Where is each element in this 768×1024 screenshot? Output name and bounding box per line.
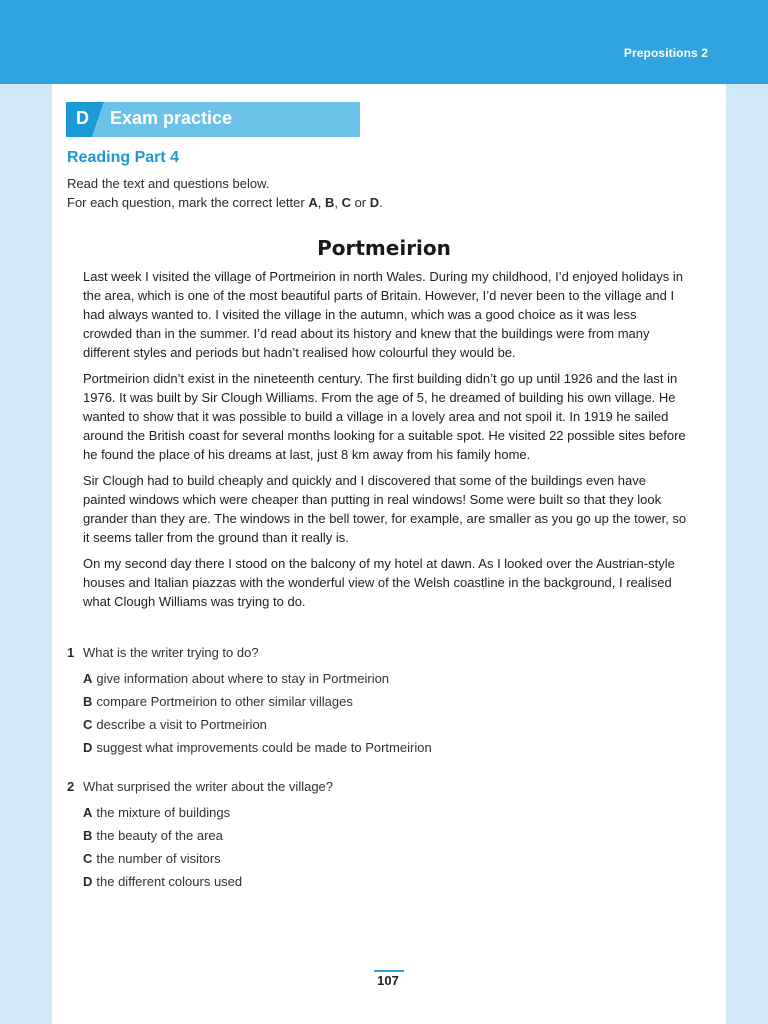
- question-number: 2: [67, 779, 75, 794]
- option-letter: D: [83, 874, 93, 889]
- instructions: [67, 174, 383, 212]
- top-color-band: [0, 0, 768, 84]
- instruction-letter-a: A: [308, 195, 318, 210]
- article-paragraph-1: Last week I visited the village of Portmeirion in north Wales. During my childhood, I’d enjoyed holidays in the area, which is one of the most beautiful parts of Britain. However, I’d never been to the village and I had always wanted to. I visited the village in the autumn, which was a good choice as it was less crowded than in the summer. I’d read about its history and knew that the buildings were from many different styles and periods but hadn’t realised how colourful they would be.: [83, 269, 683, 360]
- page-number: 107: [377, 973, 399, 988]
- section-banner: [66, 102, 360, 137]
- question-1-options: [83, 669, 667, 761]
- option-text: the beauty of the area: [96, 828, 223, 843]
- instruction-or: or: [350, 195, 370, 210]
- article-body: [83, 267, 689, 618]
- option-a[interactable]: [83, 669, 667, 692]
- option-text: compare Portmeirion to other similar villages: [96, 694, 353, 709]
- option-letter: B: [83, 694, 93, 709]
- page-number-rule: [374, 970, 404, 972]
- option-b[interactable]: [83, 826, 667, 849]
- option-text: give information about where to stay in Portmeirion: [96, 671, 390, 686]
- option-d[interactable]: [83, 872, 667, 895]
- instruction-letter-d: D: [369, 195, 380, 210]
- section-title: Exam practice: [110, 108, 233, 128]
- running-header: Prepositions 2: [623, 46, 708, 60]
- option-d[interactable]: [83, 738, 667, 761]
- option-letter: C: [83, 851, 93, 866]
- instruction-line-2: [67, 193, 383, 212]
- option-letter: C: [83, 717, 93, 732]
- instruction-separator: ,: [334, 195, 342, 210]
- option-letter: A: [83, 671, 93, 686]
- article-paragraph-2: Portmeirion didn’t exist in the nineteenth century. The first building didn’t go up until 1926 and the last in 1976. It was built by Sir Clough Williams. From the age of 5, he dreamed of building his own village. He wanted to show that it was possible to build a village in a lovely area and not spoil it. In 1919 he sailed around the British coast for several months looking for a suitable spot. He visited 22 possible sites before he found the place of his dreams at last, just 8 km away from his family home.: [83, 371, 686, 462]
- question-text: What surprised the writer about the village?: [83, 779, 334, 794]
- option-c[interactable]: [83, 849, 667, 872]
- question-2: [67, 777, 667, 895]
- option-a[interactable]: [83, 803, 667, 826]
- text-title: Portmeirion: [317, 236, 451, 260]
- option-letter: B: [83, 828, 93, 843]
- option-b[interactable]: [83, 692, 667, 715]
- section-letter: D: [76, 108, 89, 128]
- question-number: 1: [67, 645, 75, 660]
- instruction-letter-b: B: [324, 195, 335, 210]
- option-text: suggest what improvements could be made to Portmeirion: [96, 740, 432, 755]
- option-text: the different colours used: [96, 874, 243, 889]
- option-letter: A: [83, 805, 93, 820]
- question-text: What is the writer trying to do?: [83, 645, 259, 660]
- option-letter: D: [83, 740, 93, 755]
- option-c[interactable]: [83, 715, 667, 738]
- option-text: describe a visit to Portmeirion: [96, 717, 267, 732]
- instruction-separator: ,: [317, 195, 325, 210]
- article-paragraph-3: Sir Clough had to build cheaply and quickly and I discovered that some of the buildings even have painted windows which were cheaper than putting in real windows! Some were built so that they look grander than they are. The windows in the bell tower, for example, are smaller as you go up the tower, so it seems taller from the ground than it really is.: [83, 473, 687, 545]
- question-1: [67, 643, 667, 761]
- article-paragraph-4: On my second day there I stood on the balcony of my hotel at dawn. As I looked over the Austrian-style houses and Italian piazzas with the wonderful view of the Welsh coastline in the background, I realised what Clough Williams was trying to do.: [83, 556, 675, 609]
- instruction-line-1: Read the text and questions below.: [67, 176, 270, 191]
- instruction-end: .: [379, 195, 383, 210]
- option-text: the mixture of buildings: [96, 805, 231, 820]
- question-2-options: [83, 803, 667, 895]
- part-title: Reading Part 4: [67, 149, 180, 166]
- option-text: the number of visitors: [96, 851, 221, 866]
- instruction-letter-c: C: [341, 195, 351, 210]
- instruction-text: For each question, mark the correct letter: [67, 195, 309, 210]
